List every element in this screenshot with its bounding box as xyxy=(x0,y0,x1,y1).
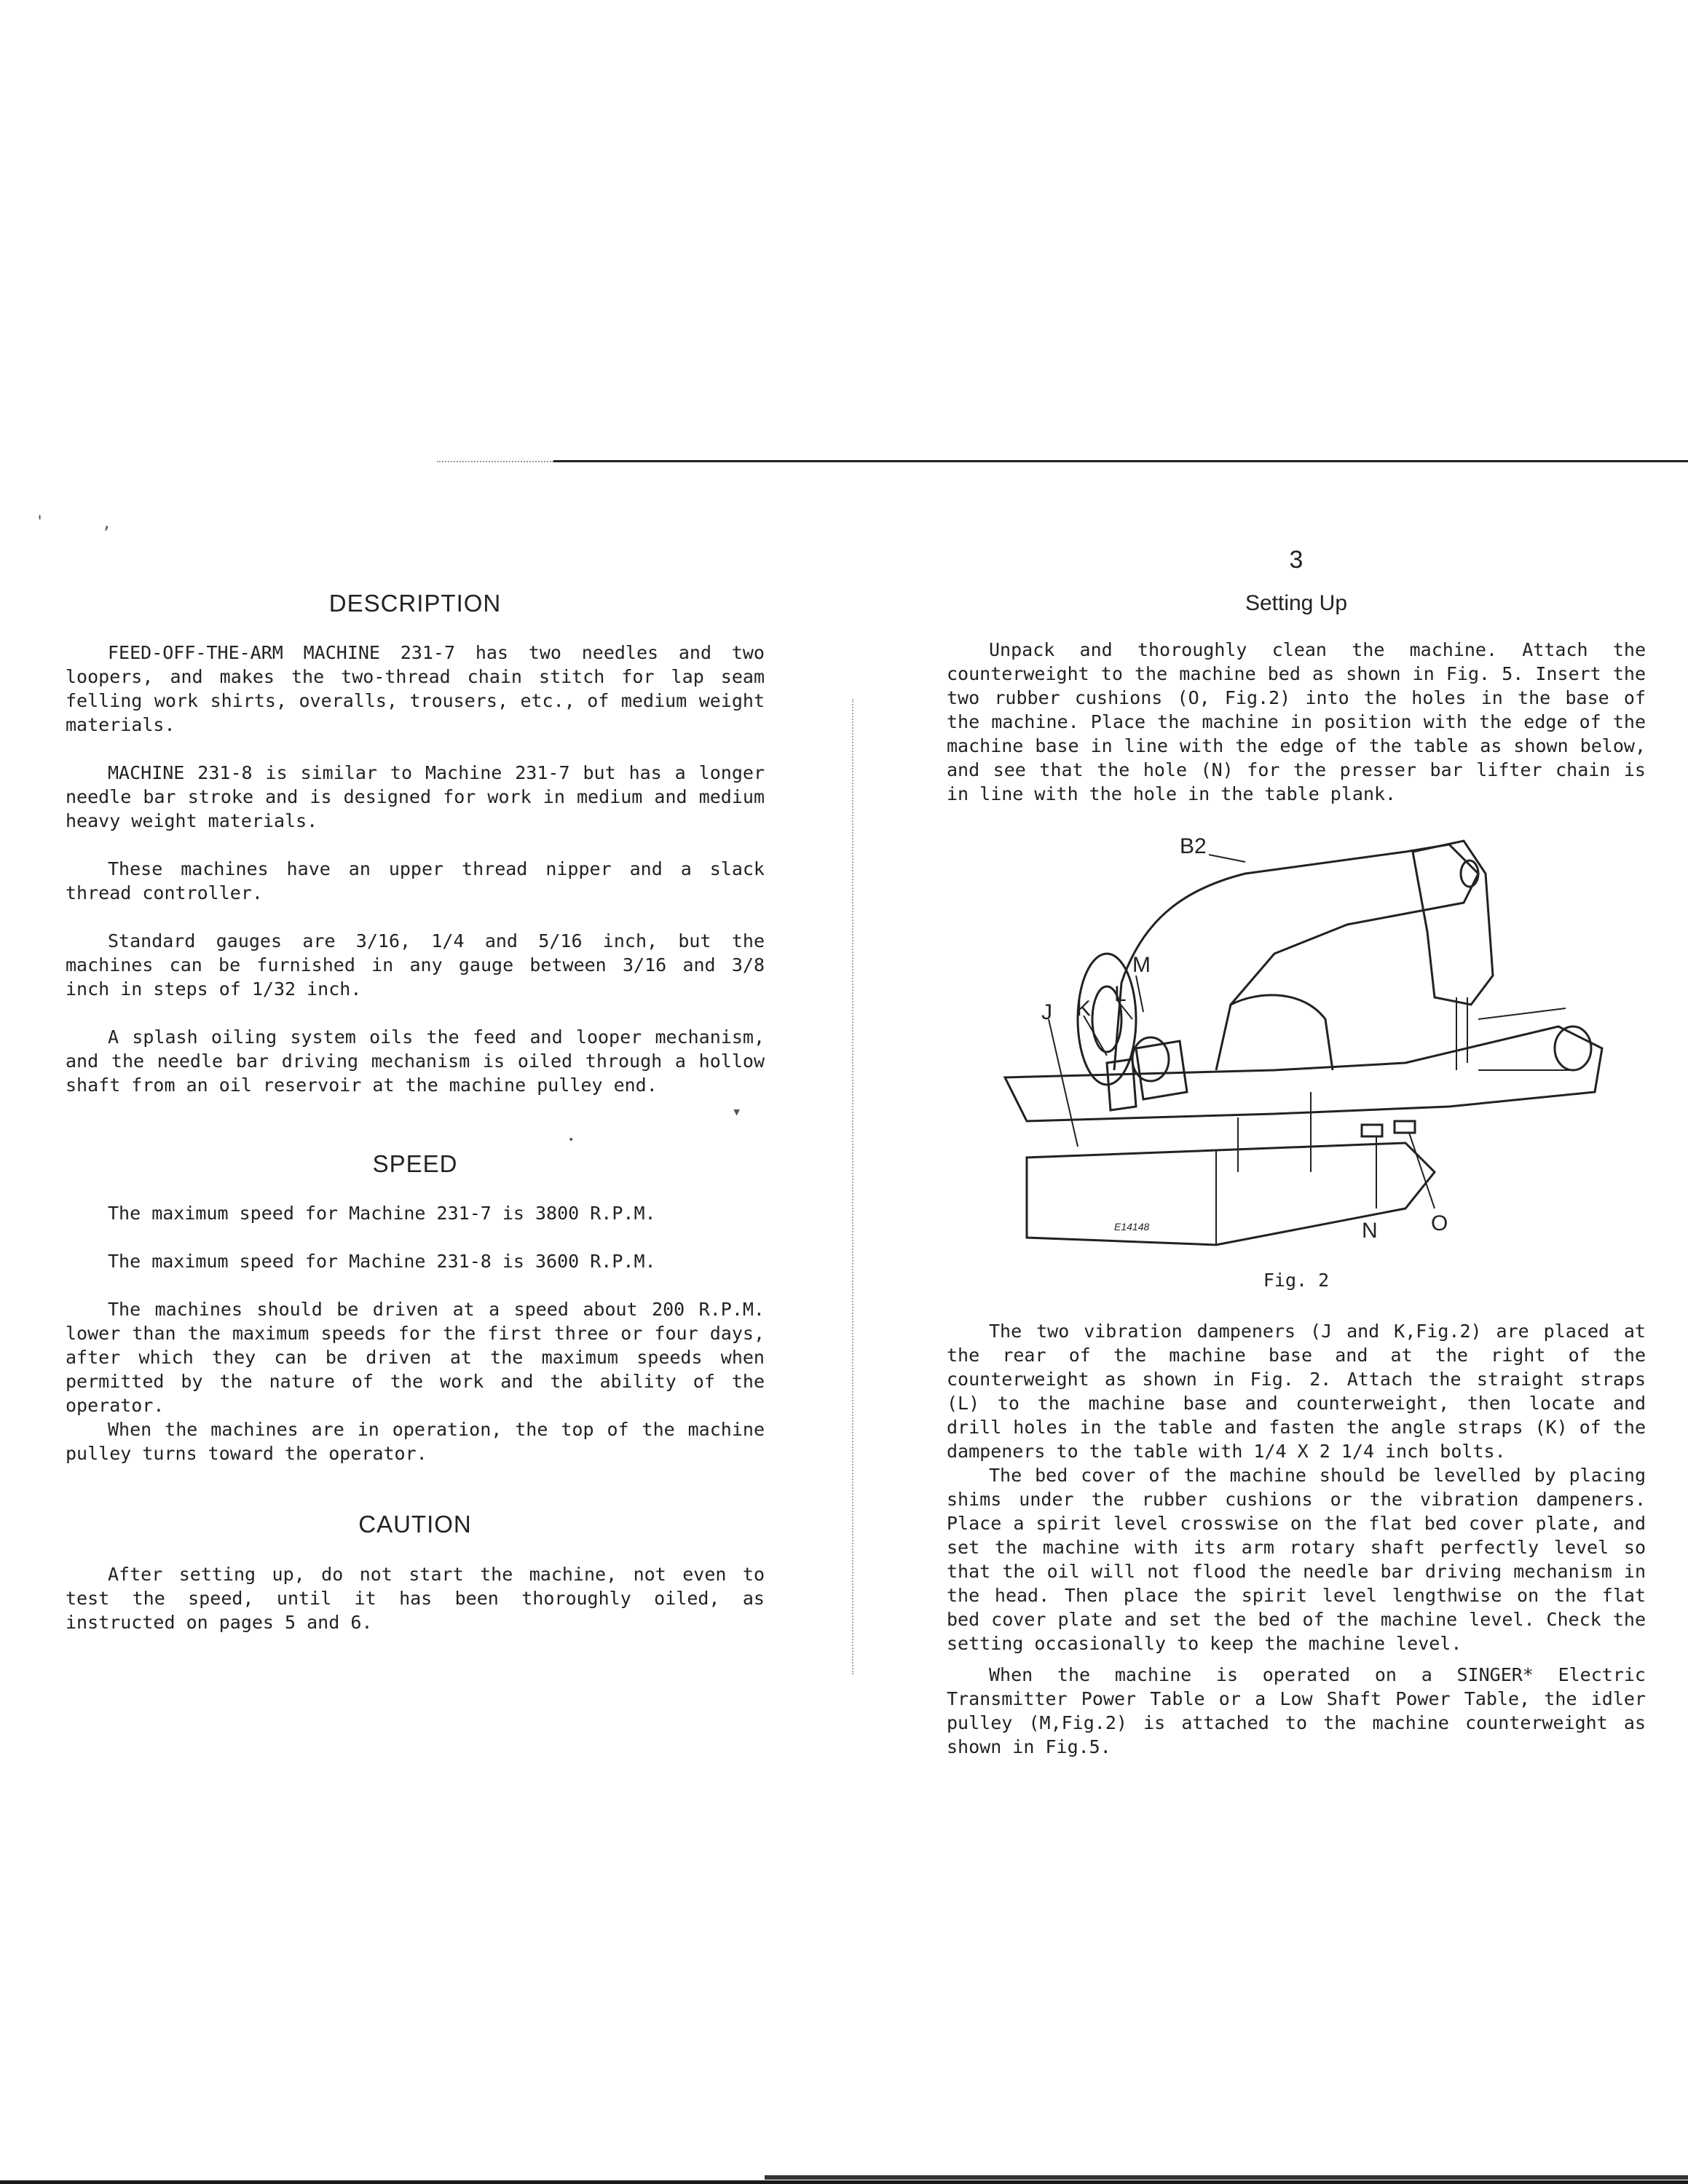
setting-up-body xyxy=(947,1319,1646,1783)
description-paragraph: Standard gauges are 3/16, 1/4 and 5/16 inch, but the machines can be furnished in any gauge between 3/16 and 3/8 inch in steps of 1/32 inch. xyxy=(66,930,765,1000)
setting-up-intro xyxy=(947,638,1646,830)
figure-label-k: K xyxy=(1076,997,1092,1021)
figure-label-o: O xyxy=(1431,1211,1448,1235)
description-paragraph: FEED-OFF-THE-ARM MACHINE 231-7 has two needles and two loopers, and makes the two-thread chain stitch for lap seam felling work shirts, overalls, trousers, etc., of medium weight materials. xyxy=(66,642,765,735)
speed-paragraph: The maximum speed for Machine 231-8 is 3600 R.P.M. xyxy=(108,1251,656,1272)
intro-paragraph: Unpack and thoroughly clean the machine. Attach the counterweight to the machine bed as shown in Fig. 5. Insert the two rubber cushions (O, Fig.2) into the holes in the base of the machine. Place the machine in position with the edge of the machine base in line with the edge of the table as shown below, and see that the hole (N) for the presser bar lifter chain is in line with the hole in the table plank. xyxy=(947,639,1646,804)
speed-paragraph: The maximum speed for Machine 231-7 is 3800 R.P.M. xyxy=(108,1203,656,1224)
machine-bed xyxy=(1005,1026,1602,1121)
figure-label-n: N xyxy=(1362,1219,1378,1243)
description-paragraph: MACHINE 231-8 is similar to Machine 231-7 but has a longer needle bar stroke and is designed for work in medium and medium heavy weight materials. xyxy=(66,762,765,831)
machine-head xyxy=(1413,841,1493,1005)
description-body xyxy=(66,641,765,1121)
figure-label-j: J xyxy=(1041,1000,1052,1024)
description-paragraph: A splash oiling system oils the feed and looper mechanism, and the needle bar driving mechanism is oiled through a hollow shaft from an oil reservoir at the machine pulley end. xyxy=(66,1026,765,1096)
scan-speck: , xyxy=(102,515,112,533)
caution-heading: CAUTION xyxy=(358,1511,472,1538)
speed-heading: SPEED xyxy=(372,1150,458,1177)
setting-up-paragraph: The bed cover of the machine should be levelled by placing shims under the rubber cushions or the vibration dampeners. Place a spirit level crosswise on the flat bed cover plate, and set the machine with its arm rotary shaft perfectly level so that the oil will not flood the needle bar driving mechanism in the head. Then place the spirit level lengthwise on the flat bed cover plate and set the bed of the machine level. Check the setting occasionally to keep the machine level. xyxy=(947,1465,1646,1654)
page-gutter xyxy=(852,699,855,1674)
speed-paragraph: When the machines are in operation, the top of the machine pulley turns toward the operator. xyxy=(66,1419,765,1464)
machine-arm xyxy=(1121,844,1478,1070)
top-rule xyxy=(553,460,1688,462)
figure-caption: Fig. 2 xyxy=(1263,1270,1330,1291)
scan-speck: ' xyxy=(35,513,45,531)
top-rule-faint xyxy=(437,461,553,463)
description-paragraph: These machines have an upper thread nipper and a slack thread controller. xyxy=(66,858,765,903)
figure-label-m: M xyxy=(1132,953,1151,977)
scan-speck: • xyxy=(568,1134,575,1146)
bottom-rule-thick xyxy=(765,2175,1688,2180)
description-heading: DESCRIPTION xyxy=(328,590,502,617)
speed-paragraph: The machines should be driven at a speed about 200 R.P.M. lower than the maximum speeds for the first three or four days, after which they can be driven at the maximum speeds when permitted by the nature of the work and the ability of the operator. xyxy=(66,1299,765,1416)
setting-up-heading: Setting Up xyxy=(1245,591,1348,615)
page-number: 3 xyxy=(1289,546,1304,574)
caution-paragraph: After setting up, do not start the machine, not even to test the speed, until it has been thoroughly oiled, as instructed on pages 5 and 6. xyxy=(66,1564,765,1633)
bottom-rule xyxy=(0,2180,1688,2184)
setting-up-paragraph: When the machine is operated on a SINGER* Electric Transmitter Power Table or a Low Shaft Power Table, the idler pulley (M,Fig.2) is attached to the machine counterweight as shown in Fig.5. xyxy=(947,1664,1646,1757)
figure-code: E14148 xyxy=(1114,1221,1150,1233)
caution-body xyxy=(66,1562,765,1658)
machine-figure xyxy=(998,830,1631,1267)
figure-label-b2: B2 xyxy=(1180,834,1207,858)
figure-label-l: L xyxy=(1114,982,1127,1006)
scan-speck: ▾ xyxy=(732,1103,742,1121)
speed-body xyxy=(66,1201,765,1489)
setting-up-paragraph: The two vibration dampeners (J and K,Fig.2) are placed at the rear of the machine base and at the right of the counterweight as shown in Fig. 2. Attach the straight straps (L) to the machine base and counterweight, then locate and drill holes in the table and fasten the angle straps (K) of the dampeners to the table with 1/4 X 2 1/4 inch bolts. xyxy=(947,1321,1646,1462)
counterweight xyxy=(1136,1041,1187,1099)
